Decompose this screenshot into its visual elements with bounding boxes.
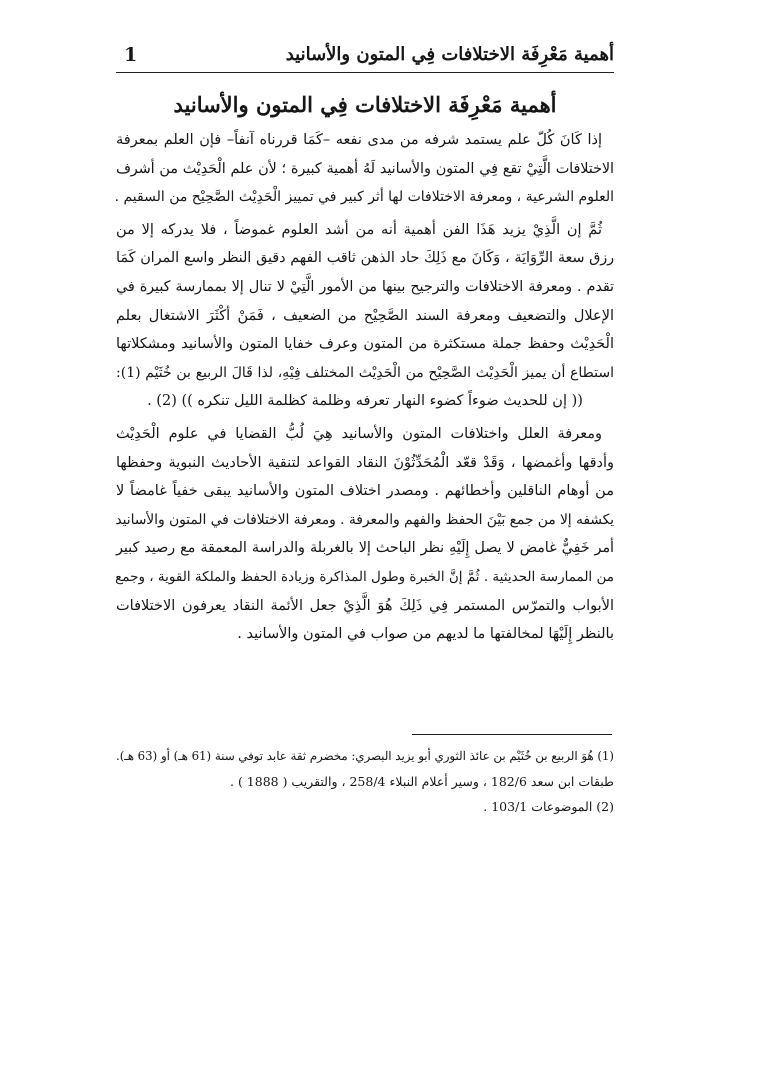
paragraph-2 — [116, 216, 614, 416]
running-header — [116, 38, 614, 73]
paragraph-line: رزق سعة الرِّوَايَة ، وَكَانَ مع ذَلِكَ حاد الذهن ثاقب الفهم دقيق النظر واسع المران كَمَا — [116, 250, 614, 267]
paragraph-line: من الممارسة الحديثية . ثُمَّ إنَّ الخبرة وطول المذاكرة وزيادة الحفظ والملكة القوية ، وجمع — [115, 568, 614, 585]
paragraph-line: تقدم . ومعرفة الاختلافات والترجيح بينها من الأمور الَّتِيْ لا تنال إلا بممارسة كبيرة في — [116, 278, 614, 295]
paragraph-line: يكشفه إلا من جمع بَيْنَ الحفظ والفهم والمعرفة . ومعرفة الاختلافات في المتون والأسانيد — [115, 511, 614, 528]
paragraph-line: من أوهام الناقلين وأخطائهم . ومصدر اختلاف المتون والأسانيد يبقى خفياً غامضاً لا — [116, 483, 614, 500]
footnote-1: (1) هُوَ الربيع بن خُثَيْم بن عائذ الثوري أبو يزيد البصري: مخضرم ثقة عابد توفي سنة (61 هـ) أو (63 هـ). — [115, 749, 614, 763]
paragraph-line: الإعلال والتضعيف ومعرفة السند الصَّحِيْح من الضعيف ، فَمَنْ أكْثَرَ الاشتغال بعلم — [116, 307, 614, 324]
paragraph-line: العلوم الشرعية ، ومعرفة الاختلافات لها أثر كبير في تمييز الْحَدِيْث الصَّحِيْح من السقيم . — [114, 189, 614, 206]
paragraph-line: ثُمَّ إن الَّذِيْ يزيد هَذَا الفن أهمية أنه من أشد العلوم غموضاً ، فلا يدركه إلا من — [116, 221, 602, 238]
footnote-2: (2) الموضوعات 103/1 . — [483, 799, 614, 814]
body-text — [116, 126, 614, 653]
footnotes — [116, 744, 614, 819]
footnote-divider — [412, 734, 612, 735]
paragraph-line: وأدقها وأغمضها ، وَقَدْ قعّد الْمُحَدِّثُوْنَ النقاد القواعد لتنقية الأحاديث النبوية وحفظها — [116, 454, 614, 471]
paragraph-line: استطاع أن يميز الْحَدِيْث الصَّحِيْح من الْحَدِيْث المختلف فِيْهِ، لذا قَالَ الربيع بن خُثَيْم (1): — [116, 364, 614, 381]
paragraph-line: الْحَدِيْث وحفظ جملة مستكثرة من المتون وعرف خفايا المتون والأسانيد ومشكلاتها — [116, 336, 614, 353]
paragraph-3 — [116, 420, 614, 649]
footnote-1-continued: طبقات ابن سعد 182/6 ، وسير أعلام النبلاء 258/4 ، والتقريب ( 1888 ) . — [230, 774, 614, 789]
paragraph-line: إذا كَانَ كُلّ علم يستمد شرفه من مدى نفعه –كَمَا قررناه آنفاً– فإن العلم بمعرفة — [116, 132, 602, 148]
page-number: 1 — [124, 44, 138, 66]
paragraph-line: ومعرفة العلل واختلافات المتون والأسانيد هِيَ لُبُّ القضايا في علوم الْحَدِيْث — [116, 425, 602, 442]
paragraph-line: الاختلافات الَّتِيْ تقع فِي المتون والأسانيد لَهُ أهمية كبيرة ؛ لأن علم الْحَدِيْث من أشرف — [116, 160, 614, 177]
quote-line: (( إن للحديث ضوءاً كضوء النهار تعرفه وظلمة كظلمة الليل تنكره )) (2) . — [147, 393, 583, 410]
paragraph-line: الأبواب والتمرّس المستمر فِي ذَلِكَ هُوَ الَّذِيْ جعل الأئمة النقاد يعرفون الاختلافات — [116, 597, 614, 614]
paragraph-line: بالنظر إِلَيْهَا لمخالفتها ما لديهم من صواب في المتون والأسانيد . — [237, 626, 614, 643]
paragraph-1 — [116, 126, 614, 212]
chapter-title: أهمية مَعْرِفَة الاختلافات فِي المتون والأسانيد — [173, 92, 557, 117]
paragraph-line: أمر خَفِيٌّ غامض لا يصل إِلَيْهِ نظر الباحث إلا بالغربلة والدراسة المعمقة مع رصيد كبير — [116, 540, 614, 557]
running-header-title: أهمية مَعْرِفَة الاختلافات فِي المتون والأسانيد — [285, 44, 614, 65]
